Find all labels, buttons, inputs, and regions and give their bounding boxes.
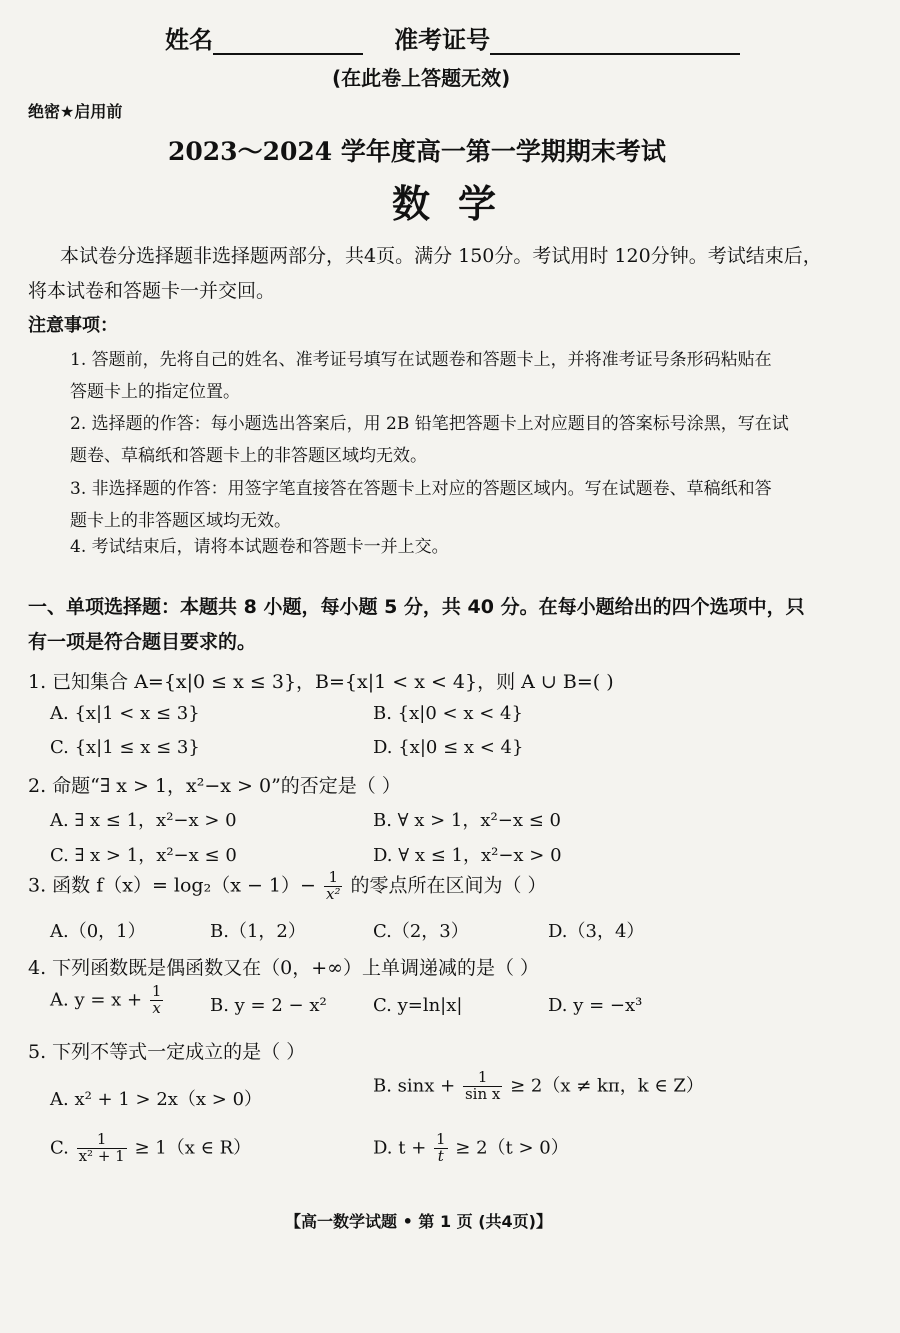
question-2-option-c: C. ∃ x > 1，x²−x ≤ 0 (50, 845, 237, 866)
notice-item-4: 4. 考试结束后，请将本试题卷和答题卡一并上交。 (70, 537, 449, 557)
name-blank (213, 27, 363, 55)
question-1-option-d: D. {x|0 ≤ x < 4} (373, 737, 524, 758)
option-b-text: B. sinx + (373, 1075, 456, 1097)
question-5-option-a: A. x² + 1 > 2x（x > 0） (50, 1089, 263, 1110)
question-5-option-b (373, 1070, 704, 1103)
option-c-text: C. (50, 1137, 69, 1159)
notice-item-1: 1. 答题前，先将自己的姓名、准考证号填写在试题卷和答题卡上，并将准考证号条形码粘贴在 (70, 350, 772, 370)
candidate-fields (165, 20, 740, 55)
question-5-stem: 5. 下列不等式一定成立的是（ ） (28, 1041, 306, 1063)
question-4-option-a (50, 984, 165, 1017)
fraction-numerator: 1 (324, 870, 342, 887)
question-3-option-d: D.（3，4） (548, 921, 645, 942)
question-3-stem (28, 870, 547, 903)
invalid-note: (在此卷上答题无效) (332, 66, 511, 90)
question-3-option-a: A.（0，1） (50, 921, 146, 942)
question-3-fraction (324, 870, 342, 903)
notice-heading: 注意事项： (28, 315, 118, 336)
section-heading: 一、单项选择题：本题共 8 小题，每小题 5 分，共 40 分。在每小题给出的四个选项中，只 (28, 596, 805, 618)
question-2-option-a: A. ∃ x ≤ 1，x²−x > 0 (50, 810, 237, 831)
option-c-fraction (77, 1132, 127, 1165)
id-blank (490, 27, 740, 55)
question-3-stem-end: 的零点所在区间为（ ） (350, 874, 547, 897)
secret-mark: 绝密★启用前 (28, 102, 123, 121)
option-d-fraction (434, 1132, 448, 1165)
exam-title: 2023～2024 学年度高一第一学期期末考试 (168, 137, 666, 166)
question-5-option-d (373, 1132, 569, 1165)
question-3-stem-start: 3. 函数 f（x）= log₂（x − 1）− (28, 874, 316, 897)
question-3-option-b: B.（1，2） (210, 921, 306, 942)
notice-item-1-cont: 答题卡上的指定位置。 (70, 382, 240, 402)
fraction-numerator: 1 (436, 1130, 446, 1148)
fraction-numerator: 1 (463, 1070, 502, 1087)
name-label: 姓名 (165, 26, 213, 54)
fraction-denominator: sin x (464, 1084, 501, 1103)
id-label: 准考证号 (394, 26, 491, 54)
option-c-tail: ≥ 1（x ∈ R） (134, 1137, 252, 1159)
question-1-stem: 1. 已知集合 A={x|0 ≤ x ≤ 3}，B={x|1 < x < 4}，则 A ∪ B=( ) (28, 671, 614, 693)
notice-item-2: 2. 选择题的作答：每小题选出答案后，用 2B 铅笔把答题卡上对应题目的答案标号涂黑，写在试 (70, 414, 789, 434)
fraction-numerator: 1 (77, 1132, 127, 1149)
question-2-stem: 2. 命题“∃ x > 1，x²−x > 0”的否定是（ ） (28, 775, 401, 797)
fraction-denominator: x² (325, 884, 341, 903)
notice-item-2-cont: 题卷、草稿纸和答题卡上的非答题区域均无效。 (70, 446, 427, 466)
section-heading-cont: 有一项是符合题目要求的。 (28, 631, 257, 653)
intro-line-2: 将本试卷和答题卡一并交回。 (28, 280, 276, 302)
option-b-fraction (463, 1070, 502, 1103)
question-4-option-c: C. y=ln|x| (373, 995, 463, 1016)
page-footer: 【高一数学试题 • 第 1 页 (共4页)】 (285, 1212, 552, 1231)
option-d-tail: ≥ 2（t > 0） (455, 1137, 569, 1159)
option-d-text: D. t + (373, 1137, 427, 1159)
question-4-stem: 4. 下列函数既是偶函数又在（0，+∞）上单调递减的是（ ） (28, 957, 540, 979)
option-a-fraction (150, 984, 164, 1017)
fraction-numerator: 1 (151, 982, 162, 1000)
question-3-option-c: C.（2，3） (373, 921, 469, 942)
question-2-option-d: D. ∀ x ≤ 1，x²−x > 0 (373, 845, 562, 866)
subject-title: 数学 (392, 182, 525, 226)
question-2-option-b: B. ∀ x > 1，x²−x ≤ 0 (373, 810, 561, 831)
notice-item-3-cont: 题卡上的非答题区域均无效。 (70, 511, 291, 531)
fraction-denominator: t (437, 1146, 444, 1165)
option-b-tail: ≥ 2（x ≠ kπ，k ∈ Z） (510, 1075, 704, 1097)
question-5-option-c (50, 1132, 251, 1165)
question-1-option-c: C. {x|1 ≤ x ≤ 3} (50, 737, 200, 758)
intro-line-1: 本试卷分选择题非选择题两部分，共4页。满分 150分。考试用时 120分钟。考试结束后， (60, 245, 822, 267)
question-1-option-b: B. {x|0 < x < 4} (373, 703, 523, 724)
question-4-option-b: B. y = 2 − x² (210, 995, 327, 1016)
fraction-denominator: x² + 1 (78, 1146, 125, 1165)
fraction-denominator: x (152, 998, 161, 1017)
question-1-option-a: A. {x|1 < x ≤ 3} (50, 703, 200, 724)
question-4-option-d: D. y = −x³ (548, 995, 643, 1016)
option-a-text: A. y = x + (50, 989, 143, 1011)
notice-item-3: 3. 非选择题的作答：用签字笔直接答在答题卡上对应的答题区域内。写在试题卷、草稿纸和答 (70, 479, 772, 499)
